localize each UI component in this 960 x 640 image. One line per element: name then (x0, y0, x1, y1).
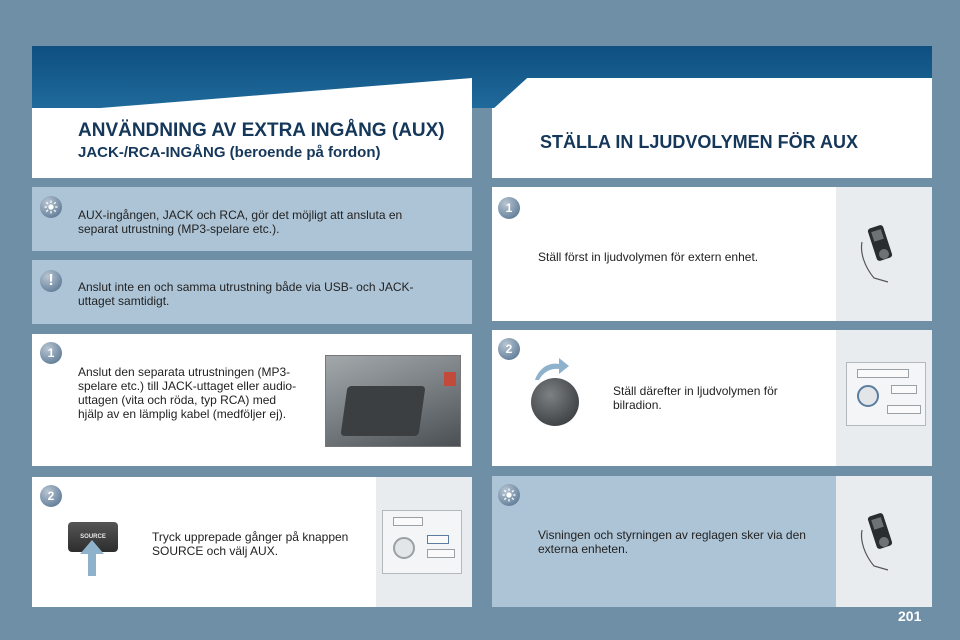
step1-text-right: Ställ först in ljudvolymen för extern enhet. (538, 250, 759, 264)
glovebox-photo (325, 355, 461, 447)
step1-text-left: Anslut den separata utrustningen (MP3-spelare etc.) till JACK-uttaget eller audio-uttagen (vita och röda, typ RCA) med hjälp av en lämplig kabel (medföljer ej). (78, 365, 297, 421)
page-title: ANVÄNDNING AV EXTRA INGÅNG (AUX) (78, 120, 445, 141)
mp3-player-icon (858, 510, 904, 572)
sun-icon (40, 196, 62, 218)
mp3-player-icon (858, 222, 904, 284)
step2-text-right: Ställ därefter in ljudvolymen för bilradion. (613, 384, 778, 412)
step-number-badge: 1 (40, 342, 62, 364)
step-number-badge: 2 (498, 338, 520, 360)
step-number-badge: 2 (40, 485, 62, 507)
tip-text-left: AUX-ingången, JACK och RCA, gör det möjligt att ansluta en separat utrustning (MP3-spelare etc.). (78, 208, 403, 236)
source-button: SOURCE (68, 522, 118, 552)
warning-text: Anslut inte en och samma utrustning både via USB- och JACK-uttaget samtidigt. (78, 280, 414, 308)
section-title-right: STÄLLA IN LJUDVOLYMEN FÖR AUX (540, 132, 859, 152)
glovebox-shape (340, 386, 425, 436)
radio-unit-illustration (382, 510, 462, 574)
title-right-slant (492, 78, 932, 110)
title-left-box (32, 108, 472, 178)
step2-text-left: Tryck upprepade gånger på knappen SOURCE och välj AUX. (152, 530, 349, 558)
page-number: 201 (898, 608, 922, 624)
exclamation-icon: ! (40, 270, 62, 292)
page-subtitle: JACK-/RCA-INGÅNG (beroende på fordon) (78, 144, 381, 161)
volume-knob (531, 378, 579, 426)
tip-text-right: Visningen och styrningen av reglagen sker via den externa enheten. (538, 528, 806, 556)
arrow-up-icon (80, 540, 104, 576)
jack-socket (444, 372, 456, 386)
radio-unit-illustration (846, 362, 926, 426)
step-number-badge: 1 (498, 197, 520, 219)
sun-icon (498, 484, 520, 506)
